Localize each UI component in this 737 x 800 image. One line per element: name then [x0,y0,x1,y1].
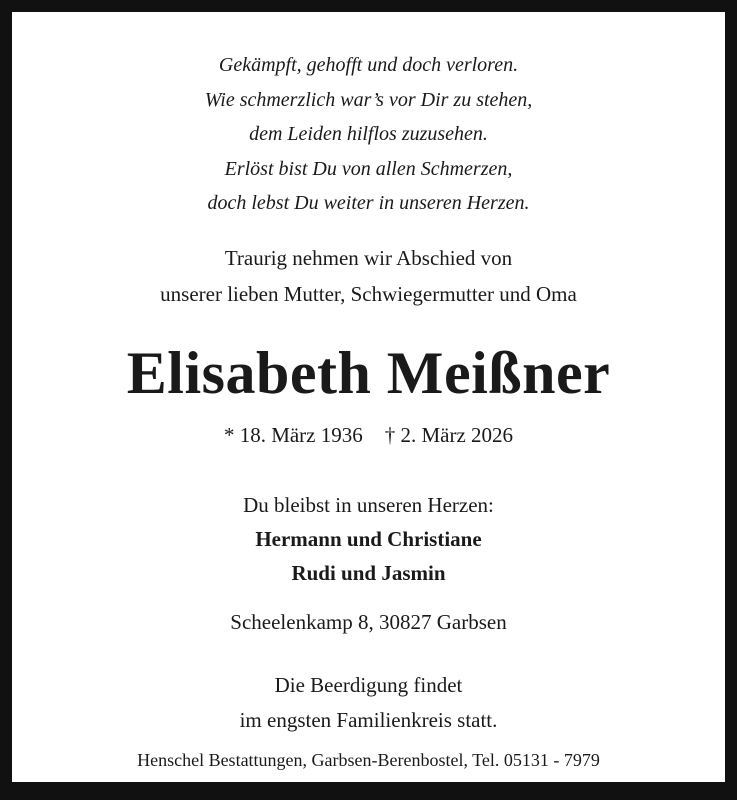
poem-line: dem Leiden hilflos zuzusehen. [249,123,488,145]
intro-text [12,240,725,312]
undertaker-info: Henschel Bestattungen, Garbsen-Berenbostel, Tel. 05131 - 7979 [137,750,600,770]
mourner-names: Hermann und Christiane [255,527,482,551]
funeral-line: im engsten Familienkreis statt. [239,708,498,732]
poem [12,48,725,221]
birth-date: * 18. März 1936 [223,423,363,447]
poem-line: Erlöst bist Du von allen Schmerzen, [224,157,513,180]
mourners [12,488,725,590]
death-date: † 2. März 2026 [384,423,514,447]
funeral-notice [12,668,725,738]
intro-line: unserer lieben Mutter, Schwiegermutter und Oma [160,282,577,306]
poem-line: Gekämpft, gehofft und doch verloren. [218,54,519,76]
family-address: Scheelenkamp 8, 30827 Garbsen [230,610,507,634]
mourners-heading: Du bleibst in unseren Herzen: [243,493,494,517]
poem-line: doch lebst Du weiter in unseren Herzen. [207,192,530,214]
poem-line: Wie schmerzlich war’s vor Dir zu stehen, [204,88,533,111]
funeral-line: Die Beerdigung findet [274,673,463,697]
intro-line: Traurig nehmen wir Abschied von [224,246,513,270]
life-dates [12,420,725,450]
deceased-name: Elisabeth Meißner [126,340,611,406]
mourner-names: Rudi und Jasmin [291,561,446,585]
